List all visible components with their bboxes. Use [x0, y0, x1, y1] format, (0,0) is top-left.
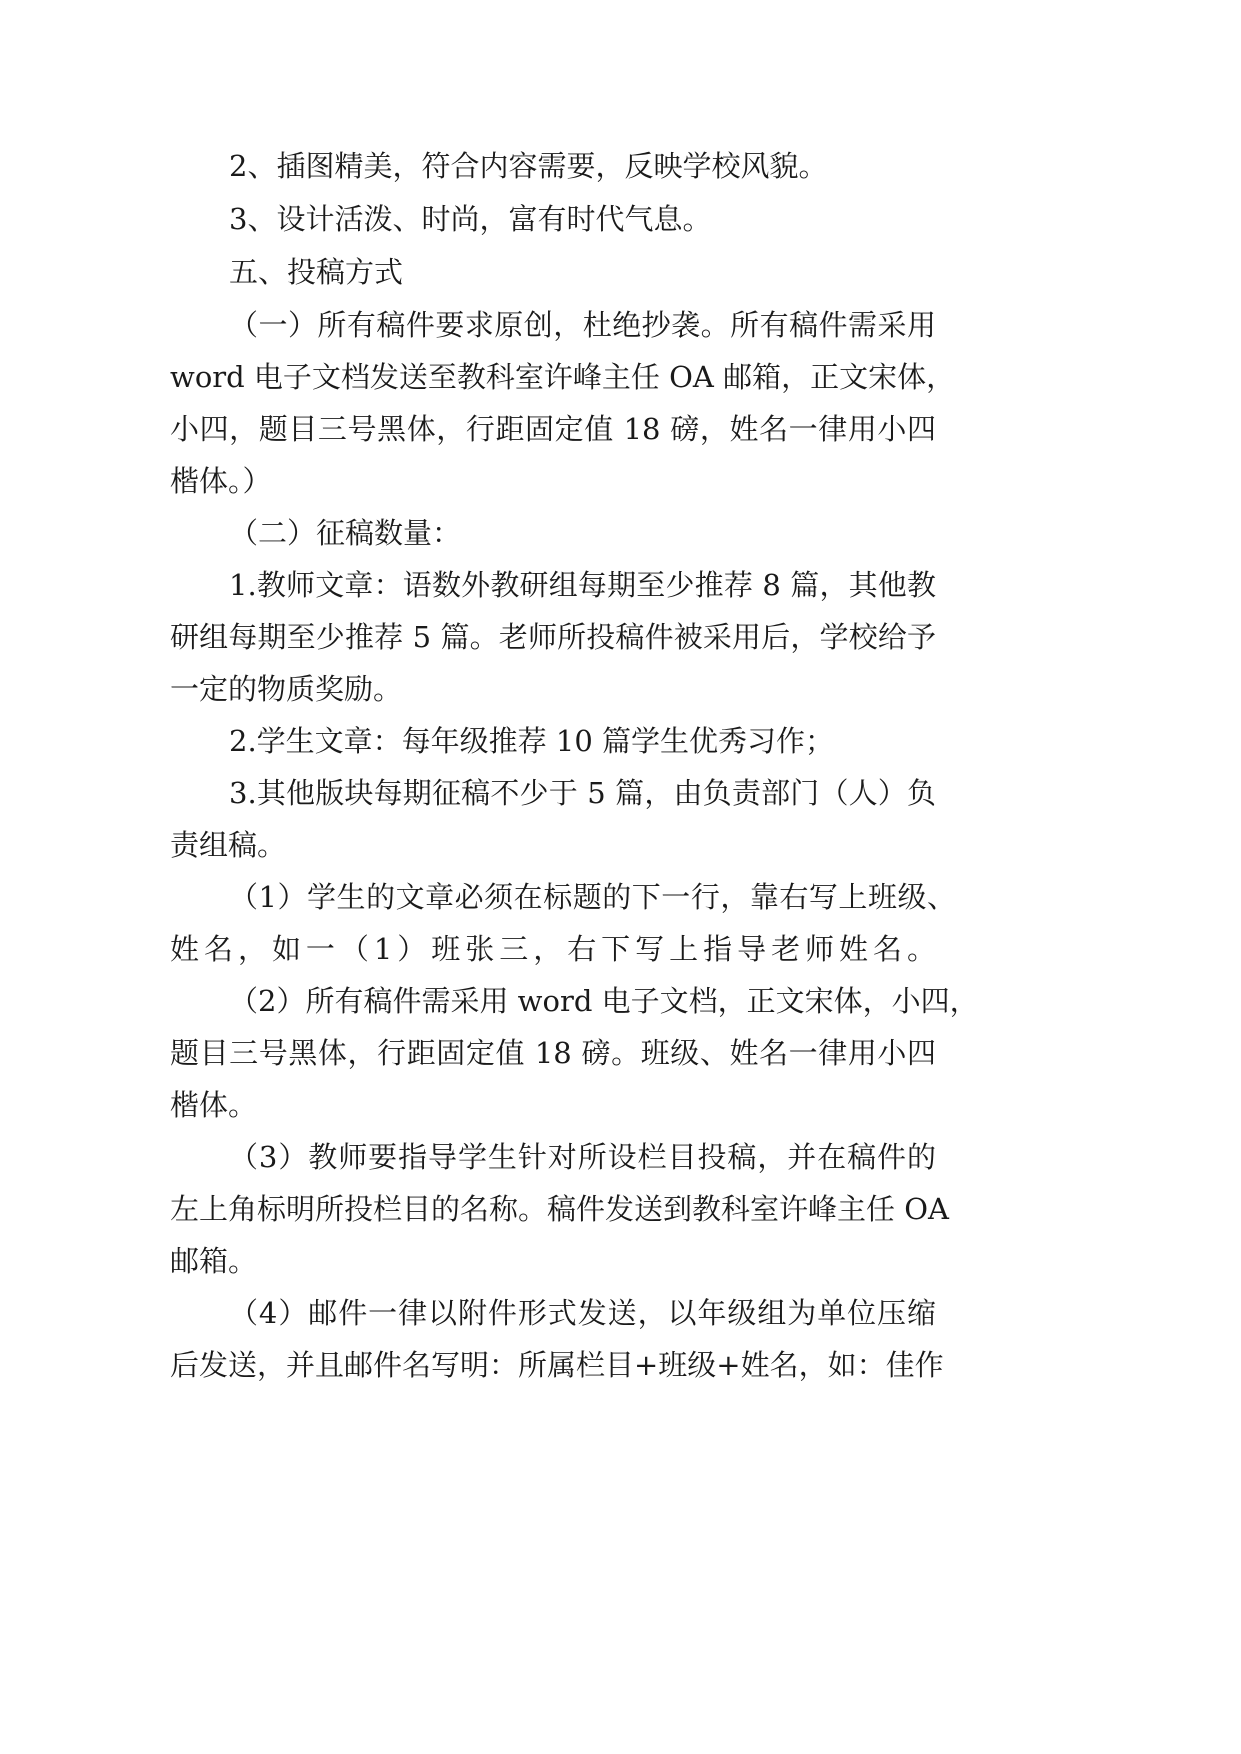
paragraph-line: 后发送，并且邮件名写明：所属栏目+班级+姓名，如：佳作 — [170, 1348, 944, 1382]
paragraph-line: 责组稿。 — [170, 828, 287, 862]
paragraph-line: （二）征稿数量： — [229, 516, 462, 550]
paragraph-line: （1）学生的文章必须在标题的下一行，靠右写上班级、 — [229, 880, 956, 914]
paragraph-line: （4）邮件一律以附件形式发送，以年级组为单位压缩 — [229, 1296, 936, 1330]
paragraph-line: 楷体。） — [170, 464, 272, 498]
paragraph-line: 题目三号黑体，行距固定值 18 磅。班级、姓名一律用小四 — [170, 1036, 936, 1070]
paragraph-line: word 电子文档发送至教科室许峰主任 OA 邮箱，正文宋体， — [170, 360, 956, 394]
paragraph-line: （3）教师要指导学生针对所设栏目投稿，并在稿件的 — [229, 1140, 936, 1174]
paragraph-line: 小四，题目三号黑体，行距固定值 18 磅，姓名一律用小四 — [170, 412, 936, 446]
paragraph-line: 姓名，如一（1）班张三，右下写上指导老师姓名。 — [170, 932, 936, 966]
paragraph-line: 1.教师文章：语数外教研组每期至少推荐 8 篇，其他教 — [229, 568, 936, 602]
paragraph-line: 一定的物质奖励。 — [170, 672, 403, 706]
paragraph-line: 3、设计活泼、时尚，富有时代气息。 — [229, 202, 712, 236]
paragraph-line: （一）所有稿件要求原创，杜绝抄袭。所有稿件需采用 — [229, 308, 936, 342]
paragraph-line: 左上角标明所投栏目的名称。稿件发送到教科室许峰主任 OA — [170, 1192, 949, 1226]
paragraph-line: 2、插图精美，符合内容需要，反映学校风貌。 — [229, 149, 828, 183]
paragraph-line: 3.其他版块每期征稿不少于 5 篇，由负责部门（人）负 — [229, 776, 936, 810]
section-heading: 五、投稿方式 — [229, 255, 404, 289]
paragraph-line: 研组每期至少推荐 5 篇。老师所投稿件被采用后，学校给予 — [170, 620, 936, 654]
paragraph-line: 楷体。 — [170, 1088, 258, 1122]
paragraph-line: 邮箱。 — [170, 1244, 258, 1278]
paragraph-line: （2）所有稿件需采用 word 电子文档，正文宋体，小四， — [229, 984, 979, 1018]
paragraph-line: 2.学生文章：每年级推荐 10 篇学生优秀习作； — [229, 724, 835, 758]
